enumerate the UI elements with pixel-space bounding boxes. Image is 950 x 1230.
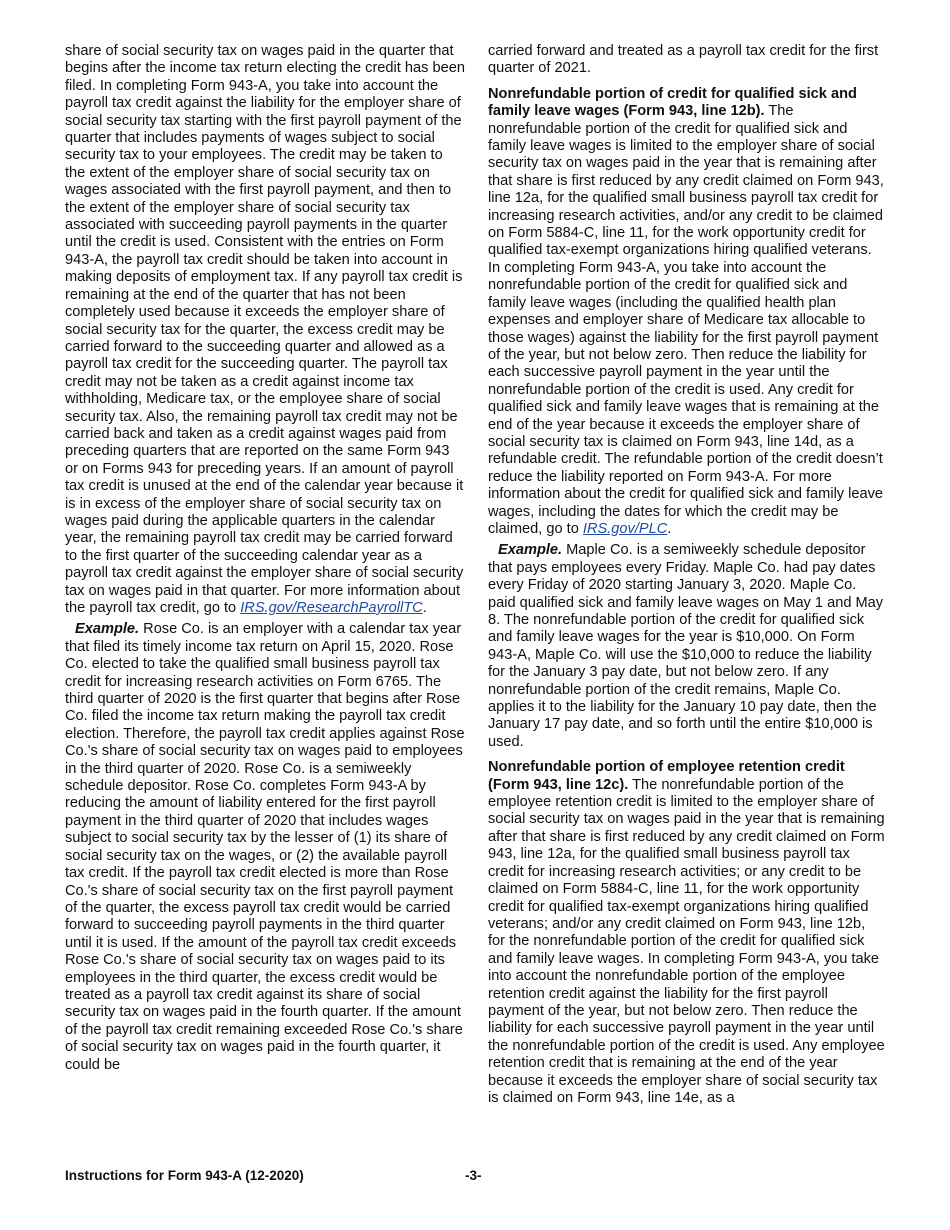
- payroll-credit-paragraph: share of social security tax on wages paid in the quarter that begins after the income tax return electing the credit has been filed. In completing Form 943-A, you take into account the payroll tax credit against the liability for the employer share of social security tax starting with the first payroll payment of the quarter that includes payments of wages subject to social security tax to your employees. The credit may be taken to the extent of the employer share of social security tax on wages associated with the first payroll payment, and then to the extent of the employer share of social security tax associated with succeeding payroll payments in the quarter until the credit is used. Consistent with the entries on Form 943-A, the payroll tax credit should be taken into account in making deposits of employment tax. If any payroll tax credit is remaining at the end of the quarter that has not been completely used because it exceeds the employer share of social security tax for the quarter, the excess credit may be carried forward to the succeeding quarter and allowed as a payroll tax credit for the succeeding quarter. The payroll tax credit may not be taken as a credit against income tax withholding, Medicare tax, or the employee share of social security tax. Also, the remaining payroll tax credit may not be carried back and taken as a credit against wages paid from preceding quarters that are reported on the same Form 943 or on Forms 943 for preceding years. If an amount of payroll tax credit is unused at the end of the calendar year because it is in excess of the employer share of social security tax on wages paid during the applicable quarters in the calendar year, the remaining payroll tax credit may be carried forward to the first quarter of the succeeding calendar year as a payroll tax credit against the employer share of social security tax on wages paid in that quarter. For more information about the payroll tax credit, go to IRS.gov/ResearchPayrollTC.: [65, 43, 465, 616]
- section-heading-retention: Nonrefundable portion of employee retention credit (Form 943, line 12c).: [488, 759, 845, 793]
- sick-family-leave-section: Nonrefundable portion of credit for qualified sick and family leave wages (Form 943, line 12b). The nonrefundable portion of the credit for qualified sick and family leave wages is limited to the employer share of social security tax on wages paid in the year that is remaining after that share is first reduced by any credit claimed on Form 943, line 12a, for the qualified small business payroll tax credit for increasing research activities, and/or any credit to be claimed on Form 5884-C, line 11, for the work opportunity credit for qualified tax-exempt organizations hiring qualified veterans. In completing Form 943-A, you take into account the nonrefundable portion of the credit for qualified sick and family leave wages (including the qualified health plan expenses and employer share of Medicare tax allocable to those wages) against the liability for the first payroll payment of the year, but not below zero. Then reduce the liability for each successive payroll payment in the year until the nonrefundable portion of the credit is used. Any credit for qualified sick and family leave wages that is remaining at the end of the year because it exceeds the employer share of social security tax is claimed on Form 943, line 14d, as a refundable credit. The refundable portion of the credit doesn’t reduce the liability reported on Form 943-A. For more information about the credit for qualified sick and family leave wages, including the dates for which the credit may be claimed, go to IRS.gov/PLC.: [488, 85, 884, 537]
- rose-co-example: Example. Rose Co. is an employer with a calendar tax year that filed its timely income tax return on April 15, 2020. Rose Co. elected to take the qualified small business payroll tax credit for increasing research activities on Form 6765. The third quarter of 2020 is the first quarter that begins after Rose Co. filed the income tax return making the payroll tax credit election. Therefore, the payroll tax credit applies against Rose Co.'s share of social security tax on wages paid to employees in the third quarter of 2020. Rose Co. is a semiweekly schedule depositor. Rose Co. completes Form 943-A by reducing the amount of liability entered for the first payroll payment in the third quarter of 2020 that includes wages subject to social security tax by the lesser of (1) its share of social security tax on the wages, or (2) the available payroll tax credit. If the payroll tax credit elected is more than Rose Co.'s share of social security tax on the first payroll payment of the quarter, the excess payroll tax credit would be carried forward to succeeding payroll payments in the third quarter until it is used. If the amount of the payroll tax credit exceeds Rose Co.'s share of social security tax on wages paid to its employees in the third quarter, the excess credit would be treated as a payroll tax credit against its share of social security tax on wages paid in the fourth quarter. If the amount of the payroll tax credit remaining exceeded Rose Co.'s share of social security tax on wages paid in the fourth quarter, it could be: [65, 621, 465, 1073]
- left-column: [65, 43, 465, 1074]
- maple-co-example: Example. Maple Co. is a semiweekly schedule depositor that pays employees every Friday. Maple Co. had pay dates every Friday of 2020 starting January 3, 2020. Maple Co. paid qualified sick and family leave wages on May 1 and May 8. The nonrefundable portion of the credit for qualified sick and family leave wages for the year is $10,000. On Form 943-A, Maple Co. will use the $10,000 to reduce the liability for the January 3 pay date, but not below zero. If any nonrefundable portion of the credit remains, Maple Co. applies it to the liability for the January 10 pay date, then the January 17 pay date, and so forth until the entire $10,000 is used.: [488, 542, 884, 750]
- research-payroll-tc-link[interactable]: IRS.gov/ResearchPayrollTC: [240, 600, 423, 616]
- footer-title: Instructions for Form 943-A (12-2020): [65, 1168, 304, 1183]
- right-column: [488, 43, 886, 1107]
- example-label: Example.: [75, 621, 140, 638]
- page-number: -3-: [465, 1168, 482, 1183]
- continued-text: carried forward and treated as a payroll tax credit for the first quarter of 2021.: [488, 43, 879, 77]
- section-heading-sick-leave: Nonrefundable portion of credit for qualified sick and family leave wages (Form 943, line 12b).: [488, 85, 857, 120]
- example-label: Example.: [498, 542, 563, 559]
- employee-retention-section: Nonrefundable portion of employee retention credit (Form 943, line 12c). The nonrefundable portion of the employee retention credit is limited to the employer share of social security tax on wages paid in the year that is remaining after that share is first reduced by any credit claimed on Form 943, line 12a, for the qualified small business payroll tax credit for increasing research activities; or any credit to be claimed on Form 5884-C, line 11, for the work opportunity credit for qualified tax-exempt organizations hiring qualified veterans; and/or any credit claimed on Form 943, line 12b, for the nonrefundable portion of the credit for qualified sick and family leave wages. In completing Form 943-A, you take into account the nonrefundable portion of the employee retention credit against the liability for the first payroll payment of the year, but not below zero. Then reduce the liability for each successive payroll payment in the year until the nonrefundable portion of the credit is used. Any employee retention credit that is remaining at the end of the year because it exceeds the employer share of social security tax is claimed on Form 943, line 14e, as a: [488, 759, 885, 1106]
- irs-plc-link[interactable]: IRS.gov/PLC: [582, 520, 668, 537]
